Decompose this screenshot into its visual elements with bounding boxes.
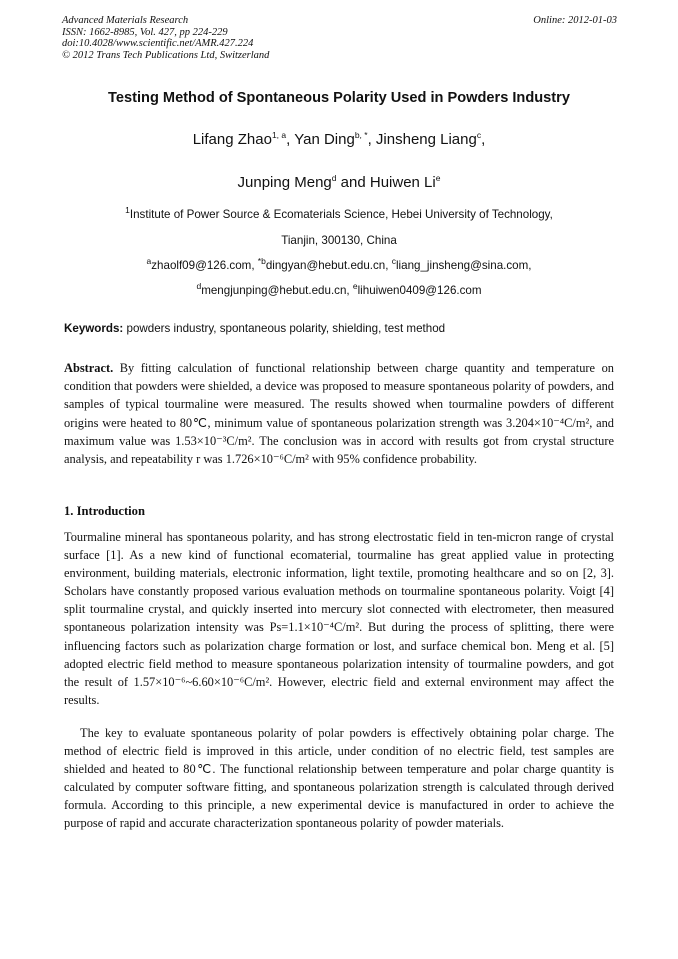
author-line-2: Junping Meng$^d$ and Huiwen Li$^e$ (237, 173, 441, 191)
email-link[interactable]: lihuiwen0409@126.com (357, 284, 482, 297)
abstract-text: By fitting calculation of functional relationship between charge quantity and temperature on condition that powders were shielded, a device was proposed to measure spontaneous polarity of powders, and samples of typical tourmaline were measured. The results showed when tourmaline powders of different origins were heated to 80℃, minimum value of spontaneous polarization strength was 3.204×10⁻⁴C/m², and maximum value was 1.53×10⁻³C/m². The conclusion was in accord with results got from crystal structure analysis, and repeatability r was 1.726×10⁻⁶C/m² with 95% confidence probability. (64, 361, 614, 467)
keywords (64, 322, 616, 335)
author-line-1: Lifang Zhao$^{1, a}$, Yan Ding$^{b, *}$, Jinsheng Liang$^c$, (192, 130, 486, 148)
abstract (64, 359, 614, 468)
intro-paragraph-2: The key to evaluate spontaneous polarity of polar powders is effectively obtaining polar charge. The method of electric field is improved in this article, under condition of no electric field, test samples are shielded and heated to 80℃. The functional relationship between temperature and polar charge quantity is calculated by computer software fitting, and spontaneous polarization strength is calculated through derived formula. According to this principle, a new experimental device is manufactured in order to achieve the purpose of rapid and accurate characterization spontaneous polarity of powder materials. (64, 726, 614, 831)
author-affiliation-mark: 1, a (271, 130, 287, 140)
author-name: Junping Meng (237, 174, 332, 191)
author-name: Jinsheng Liang (375, 131, 477, 148)
author-name: Huiwen Li (369, 174, 436, 191)
online-date: Online: 2012-01-03 (533, 15, 617, 26)
issn-line: ISSN: 1662-8985, Vol. 427, pp 224-229 (62, 26, 228, 38)
keywords-label: Keywords: (64, 322, 124, 335)
author-affiliation-mark: c (476, 130, 482, 140)
affiliation-line-2: Tianjin, 300130, China (281, 234, 397, 247)
author-affiliation-mark: e (435, 173, 441, 183)
author-affiliation-mark: d (331, 173, 337, 183)
section-heading-introduction: 1. Introduction (64, 504, 145, 518)
journal-name: Advanced Materials Research (62, 15, 189, 26)
copyright-line: © 2012 Trans Tech Publications Ltd, Switzerland (62, 49, 270, 61)
paper-title: Testing Method of Spontaneous Polarity Used in Powders Industry (108, 90, 570, 106)
author-name: Lifang Zhao (192, 131, 272, 148)
email-link[interactable]: zhaolf09@126.com, (151, 259, 255, 272)
email-link[interactable]: dingyan@hebut.edu.cn, (265, 259, 389, 272)
email-line-2: $^d$mengjunping@hebut.edu.cn, $^e$lihuiwen0409@126.com (196, 281, 482, 297)
abstract-label: Abstract. (64, 361, 114, 375)
journal-header (62, 15, 617, 61)
keywords-text: powders industry, spontaneous polarity, shielding, test method (126, 322, 446, 335)
doi-line: doi:10.4028/www.scientific.net/AMR.427.224 (62, 38, 254, 50)
email-link[interactable]: mengjunping@hebut.edu.cn, (201, 284, 350, 297)
author-affiliation-mark: b, * (354, 130, 368, 140)
author-name: Yan Ding (294, 131, 355, 148)
affiliation-line-1: $^1$Institute of Power Source & Ecomaterials Science, Hebei University of Technology, (125, 205, 553, 221)
intro-paragraph-1: Tourmaline mineral has spontaneous polarity, and has strong electrostatic field in ten-micron range of crystal surface [1]. As a new kind of functional ecomaterial, tourmaline has great applied value in protecting environment, building materials, electronic information, light textile, promoting healthcare and so on [2, 3]. Scholars have constantly proposed various evaluation methods on tourmaline spontaneous polarity. Voigt [4] split tourmaline crystal, and quickly inserted into mercury slot connected with electrometer, then measured spontaneous polarization intensity was Ps=1.1×10⁻⁴C/m². But during the process of splitting, there were influencing factors such as polarization charge formation or lost, and surface chemical bon. Meng et al. [5] adopted electric field method to measure spontaneous polarization intensity of tourmaline powders, and got the result of 1.57×10⁻⁶~6.60×10⁻⁶C/m². However, electric field and external environment may affect the results. (64, 530, 614, 707)
email-line-1: $^a$zhaolf09@126.com, $^{*b}$dingyan@hebut.edu.cn, $^c$liang_jinsheng@sina.com, (146, 256, 532, 272)
email-link[interactable]: liang_jinsheng@sina.com, (395, 259, 532, 272)
